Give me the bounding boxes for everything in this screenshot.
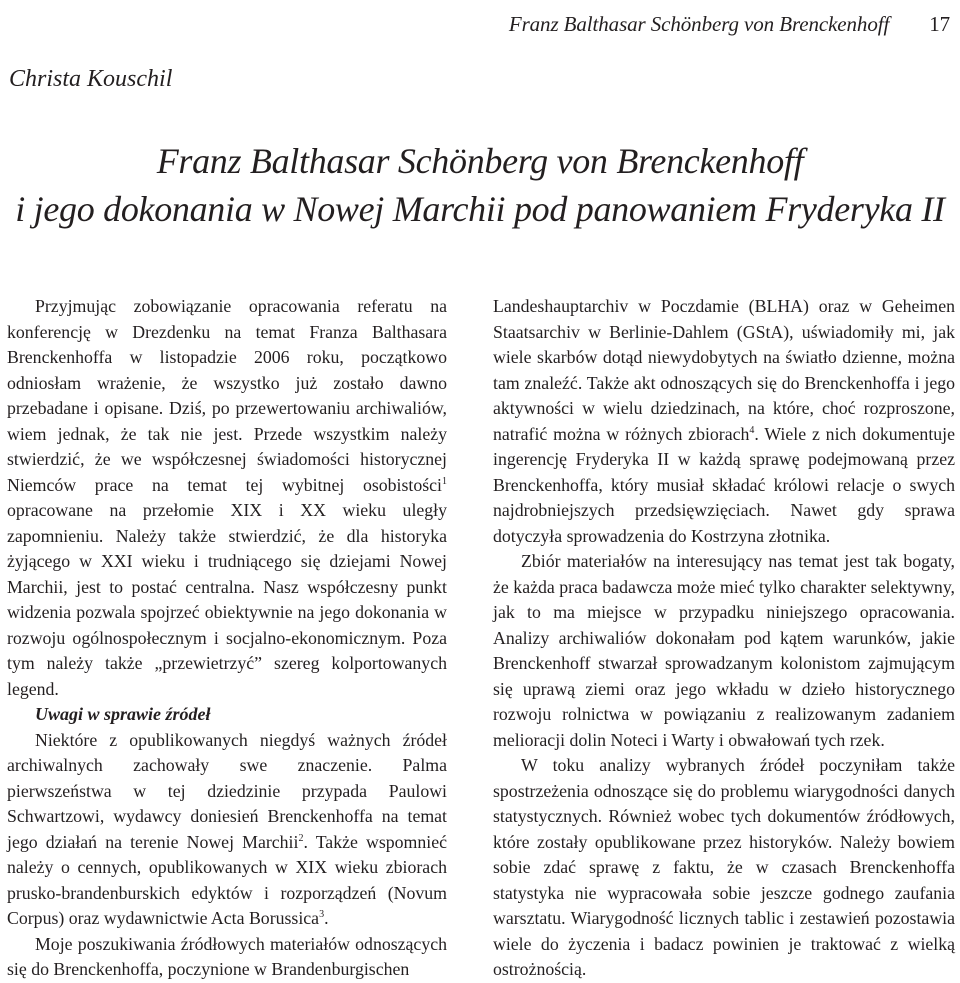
running-title: Franz Balthasar Schönberg von Brenckenhoff: [508, 12, 890, 36]
article-title: [0, 137, 960, 233]
right-column: [493, 294, 955, 983]
sources-paragraph: Niektóre z opublikowanych niegdyś ważnych źródeł archiwalnych zachowały swe znaczenie. Palma pierwszeństwa w tej dziedzinie przypada Paulowi Schwartzowi, wydawcy doniesień Brenckenhoffa na temat jego działań na terenie Nowej Marchii$^2$. Także wspomnieć należy o cennych, opublikowanych w XIX wieku zbiorach prusko-brandenburskich edyktów i rozporządzeń (Novum Corpus) oraz wydawnictwie Acta Borussica$^3$.: [7, 729, 447, 928]
research-paragraph: Moje poszukiwania źródłowych materiałów odnoszących się do Brenckenhoffa, poczynione w Brandenburgischen: [7, 933, 447, 979]
intro-paragraph: Przyjmując zobowiązanie opracowania referatu na konferencję w Drezdenku na temat Franza Balthasara Brenckenhoffa w listopadzie 2006 roku, początkowo odniosłam wrażenie, że wszystko już zostało dawno przebadane i opisane. Dziś, po przewertowaniu archiwaliów, wiem jednak, że tak nie jest. Przede wszystkim należy stwierdzić, że we współczesnej świadomości historycznej Niemców prace na temat tej wybitnej osobistości$^1$ opracowane na przełomie XIX i XX wieku uległy zapomnieniu. Należy także stwierdzić, że dla historyka żyjącego w XXI wieku i trudniącego się dziejami Nowej Marchii, jest to postać centralna. Nasz współczesny punkt widzenia pozwala spojrzeć obiektywnie na jego dokonania w rozwoju ogólnospołecznym i socjalno-ekonomicznym. Poza tym należy także „przewietrzyć” szereg kolportowanych legend.: [7, 296, 447, 699]
running-head: [0, 12, 950, 37]
title-line-1: Franz Balthasar Schönberg von Brenckenhoff: [156, 141, 804, 181]
left-column: [7, 294, 447, 983]
author-name: Christa Kouschil: [9, 66, 173, 92]
statistics-paragraph: W toku analizy wybranych źródeł poczyniłam także spostrzeżenia odnoszące się do problemu wiarygodności danych statystycznych. Również wobec tych dokumentów źródłowych, które zostały opublikowane przez historyków. Należy bowiem sobie zdać sprawę z faktu, że w czasach Brenckenhoffa statystyka nie wypracowała sobie jeszcze godnego zaufania warsztatu. Wiarygodność licznych tablic i zestawień pozostawia wiele do życzenia i badacz powinien je traktować z wielką ostrożnością.: [493, 755, 955, 979]
title-line-2: i jego dokonania w Nowej Marchii pod panowaniem Fryderyka II: [15, 189, 945, 229]
footnote-ref-2[interactable]: 2: [298, 832, 304, 844]
section-heading: Uwagi w sprawie źródeł: [35, 704, 211, 724]
footnote-ref-3[interactable]: 3: [319, 909, 325, 921]
footnote-ref-4[interactable]: 4: [749, 424, 755, 436]
materials-paragraph: Zbiór materiałów na interesujący nas temat jest tak bogaty, że każda praca badawcza może mieć tylko charakter selektywny, jak to ma miejsce w przypadku niniejszego opracowania. Analizy archiwaliów dokonałam pod kątem warunków, jakie Brenckenhoff stwarzał sprowadzanym kolonistom zajmującym się uprawą ziemi oraz jego wkładu w dzieło historycznego rozwoju rolnictwa w powiązaniu z realizowanym zadaniem melioracji dolin Noteci i Warty i obwałowań tych rzek.: [493, 551, 955, 750]
footnote-ref-1[interactable]: 1: [442, 475, 447, 487]
archives-paragraph: Landeshauptarchiv w Poczdamie (BLHA) oraz w Geheimen Staatsarchiv w Berlinie-Dahlem (GStA), uświadomiły mi, jak wiele skarbów dotąd niewydobytych na światło dzienne, można tam znaleźć. Także akt odnoszących się do Brenckenhoffa i jego aktywności w wielu dziedzinach, na które, choć rozproszone, natrafić można w różnych zbiorach$^4$. Wiele z nich dokumentuje ingerencję Fryderyka II w każdą sprawę podejmowaną przez Brenckenhoffa, który musiał składać królowi relacje o swych najdrobniejszych przedsięwzięciach. Nawet gdy sprawa dotyczyła sprowadzenia do Kostrzyna złotnika.: [493, 296, 955, 546]
page-number: 17: [929, 12, 950, 36]
